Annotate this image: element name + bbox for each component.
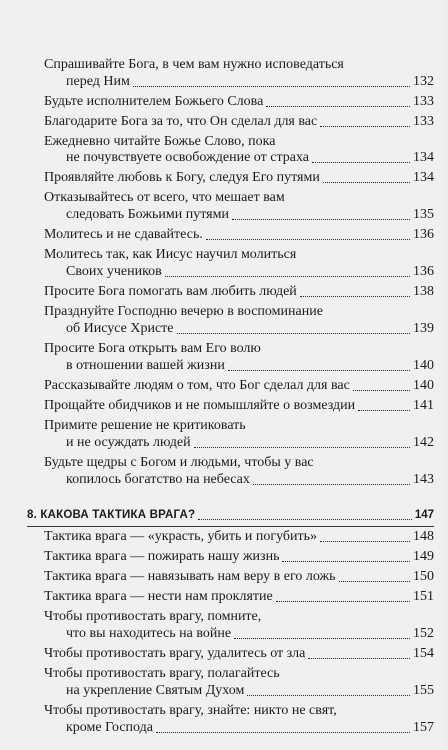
toc-entry-line [44, 455, 434, 471]
entry-title: Просите Бога помогать вам любить людей [44, 284, 297, 299]
chapter-title: 8. КАКОВА ТАКТИКА ВРАГА? [27, 509, 196, 521]
page-number: 136 [413, 264, 434, 279]
entry-title: Прощайте обидчиков и не помышляйте о возмездии [44, 398, 356, 413]
dot-leader [300, 295, 410, 297]
entry-title: Своих учеников [66, 264, 162, 279]
entry-title: на укрепление Святым Духом [66, 683, 245, 698]
toc-entry-line [44, 341, 434, 357]
toc-entry-line [44, 398, 434, 414]
dot-leader [247, 694, 410, 696]
page-number: 138 [413, 284, 434, 299]
toc-entry-line [66, 321, 434, 337]
dot-leader [156, 731, 410, 733]
toc-entry-line [44, 646, 434, 662]
entry-title: копилось богатство на небесах [66, 472, 250, 487]
page-number: 149 [413, 549, 434, 564]
dot-leader [358, 409, 410, 411]
toc-entry-line [44, 589, 434, 605]
toc-entry-line [44, 549, 434, 565]
entry-title: Молитесь так, как Иисус научил молиться [44, 247, 297, 262]
page-number: 134 [413, 150, 434, 165]
entry-title: Благодарите Бога за то, что Он сделал для вас [44, 114, 318, 129]
toc-entry-line [44, 247, 434, 263]
toc-entry-line [66, 207, 434, 223]
entry-title: Молитесь и не сдавайтесь. [44, 227, 203, 242]
dot-leader [206, 238, 410, 240]
page-number: 141 [413, 398, 434, 413]
entry-title: Рассказывайте людям о том, что Бог сделал для вас [44, 378, 350, 393]
entry-title: Примите решение не критиковать [44, 418, 246, 433]
toc-entry-line [44, 190, 434, 206]
entry-title: Ежедневно читайте Божье Слово, пока [44, 134, 276, 149]
dot-leader [253, 483, 410, 485]
dot-leader [266, 105, 410, 107]
dot-leader [353, 389, 410, 391]
dot-leader [232, 218, 410, 220]
page-number: 147 [414, 509, 434, 521]
dot-leader [323, 181, 410, 183]
page-number: 152 [413, 626, 434, 641]
page-number: 148 [413, 529, 434, 544]
toc-entry-line [66, 472, 434, 488]
page-number: 150 [413, 569, 434, 584]
toc-entry-line [66, 720, 434, 736]
toc-entry-line [44, 114, 434, 130]
toc-entry-line [44, 304, 434, 320]
dot-leader [198, 518, 412, 520]
entry-title: следовать Божьими путями [66, 207, 229, 222]
dot-leader [276, 600, 410, 602]
toc-entry-line [66, 264, 434, 280]
entry-title: Будьте исполнителем Божьего Слова [44, 94, 264, 109]
dot-leader [308, 657, 410, 659]
page-number: 140 [413, 358, 434, 373]
page-number: 151 [413, 589, 434, 604]
dot-leader [320, 125, 410, 127]
page-number: 134 [413, 170, 434, 185]
page-number: 135 [413, 207, 434, 222]
entry-title: и не осуждать людей [66, 435, 191, 450]
page-number: 136 [413, 227, 434, 242]
entry-title: что вы находитесь на войне [66, 626, 232, 641]
page-number: 133 [413, 94, 434, 109]
toc-entry-line [44, 378, 434, 394]
toc-entry-line [44, 170, 434, 186]
toc-entry-line [44, 418, 434, 434]
toc-entry-line [44, 57, 434, 73]
chapter-underline [27, 526, 434, 527]
dot-leader [234, 637, 410, 639]
toc-entry-line [44, 609, 434, 625]
entry-title: Проявляйте любовь к Богу, следуя Его путями [44, 170, 320, 185]
entry-title: Будьте щедры с Богом и людьми, чтобы у вас [44, 455, 314, 470]
entry-title: перед Ним [66, 74, 130, 89]
entry-title: кроме Господа [66, 720, 153, 735]
entry-title: Чтобы противостать врагу, полагайтесь [44, 666, 280, 681]
page-number: 143 [413, 472, 434, 487]
page-number: 132 [413, 74, 434, 89]
toc-entry-line [44, 569, 434, 585]
page-number: 155 [413, 683, 434, 698]
page-edge [438, 0, 448, 750]
toc-entry-line [44, 94, 434, 110]
dot-leader [194, 446, 410, 448]
dot-leader [339, 580, 410, 582]
toc-entry-line [27, 507, 434, 523]
toc-entry-line [66, 626, 434, 642]
toc-entry-line [66, 435, 434, 451]
entry-title: в отношении вашей жизни [66, 358, 225, 373]
entry-title: Тактика врага — навязывать нам веру в его ложь [44, 569, 336, 584]
page-number: 139 [413, 321, 434, 336]
toc-entry-line [44, 703, 434, 719]
entry-title: Отказывайтесь от всего, что мешает вам [44, 190, 285, 205]
toc-entry-line [66, 683, 434, 699]
toc-entry-line [66, 74, 434, 90]
page-number: 140 [413, 378, 434, 393]
page-number: 154 [413, 646, 434, 661]
page-number: 142 [413, 435, 434, 450]
toc-entry-line [44, 284, 434, 300]
toc-entry-line [44, 529, 434, 545]
dot-leader [228, 369, 410, 371]
toc-entry-line [44, 227, 434, 243]
entry-title: Чтобы противостать врагу, удалитесь от зла [44, 646, 306, 661]
entry-title: Чтобы противостать врагу, помните, [44, 609, 262, 624]
dot-leader [133, 85, 410, 87]
toc-entry-line [44, 666, 434, 682]
dot-leader [282, 560, 410, 562]
entry-title: Тактика врага — нести нам проклятие [44, 589, 273, 604]
entry-title: Тактика врага — «украсть, убить и погубить» [44, 529, 318, 544]
entry-title: об Иисусе Христе [66, 321, 174, 336]
toc-entry-line [66, 150, 434, 166]
toc-entry-line [44, 134, 434, 150]
toc-entry-line [66, 358, 434, 374]
dot-leader [177, 332, 410, 334]
entry-title: Празднуйте Господню вечерю в воспоминание [44, 304, 323, 319]
dot-leader [312, 161, 410, 163]
page-number: 157 [413, 720, 434, 735]
entry-title: Спрашивайте Бога, в чем вам нужно исповедаться [44, 57, 344, 72]
dot-leader [165, 275, 410, 277]
entry-title: Чтобы противостать врагу, знайте: никто не свят, [44, 703, 337, 718]
entry-title: не почувствуете освобождение от страха [66, 150, 309, 165]
entry-title: Тактика врага — пожирать нашу жизнь [44, 549, 280, 564]
page-number: 133 [413, 114, 434, 129]
dot-leader [320, 540, 410, 542]
entry-title: Просите Бога открыть вам Его волю [44, 341, 261, 356]
